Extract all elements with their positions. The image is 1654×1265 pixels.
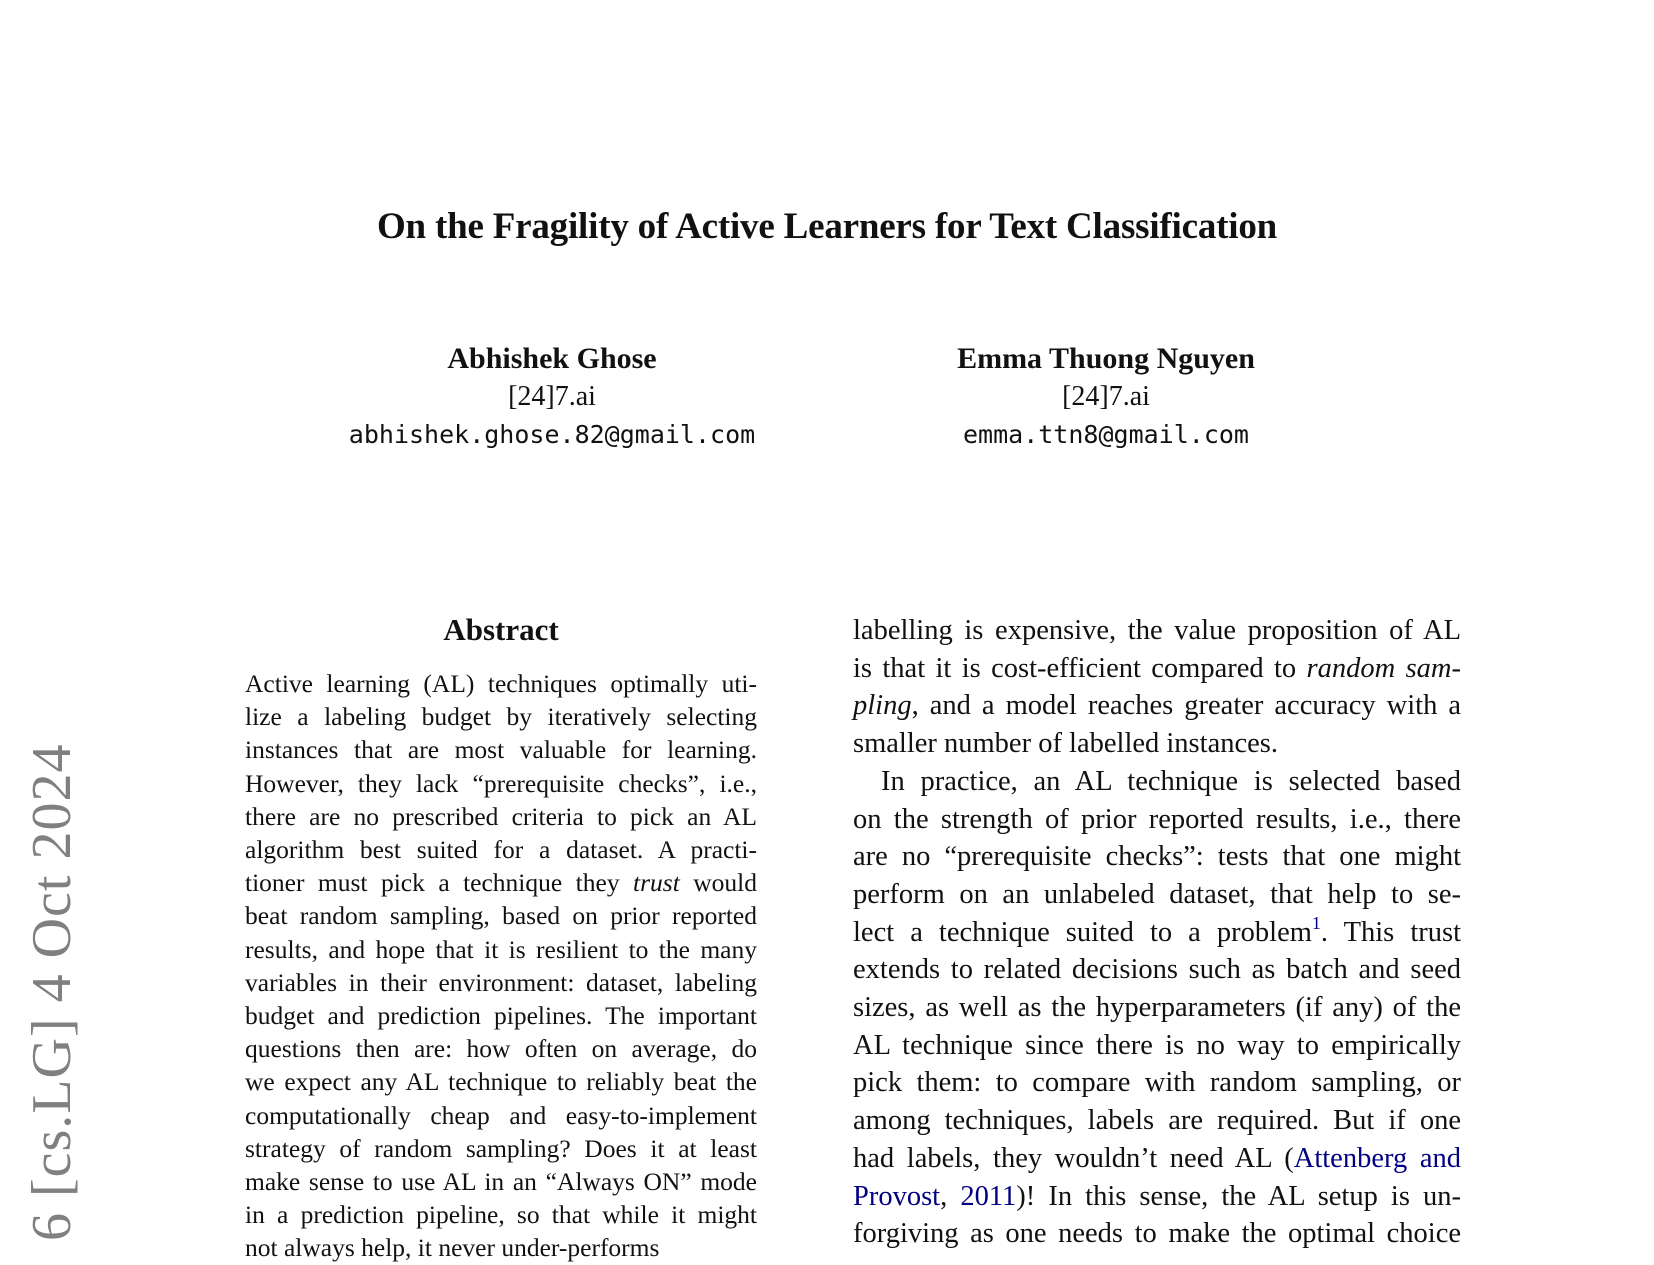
body-text: lect a technique suited to a problem: [853, 916, 1312, 948]
abstract-line: computationally cheap and easy-to-implement: [245, 1100, 757, 1130]
body-line: smaller number of labelled instances.: [853, 728, 1278, 760]
author-block-1: [252, 340, 852, 454]
citation-year-link[interactable]: 2011: [960, 1180, 1017, 1212]
abstract-heading: Abstract: [443, 612, 559, 647]
body-line: among techniques, labels are required. But if one: [853, 1105, 1461, 1137]
citation-separator: ,: [940, 1180, 961, 1212]
author-affiliation: [24]7.ai: [1062, 381, 1150, 412]
emphasis-random-sampling: pling: [853, 690, 912, 722]
body-line: sizes, as well as the hyperparameters (if any) of the: [853, 992, 1461, 1024]
body-line: AL technique since there is no way to empirically: [853, 1029, 1461, 1061]
abstract-line: results, and hope that it is resilient to the many: [245, 934, 757, 964]
abstract-line: Active learning (AL) techniques optimally uti-: [245, 669, 757, 698]
body-text: )! In this sense, the AL setup is un-: [1016, 1180, 1462, 1212]
abstract-text: would: [679, 868, 757, 898]
abstract-line: [245, 866, 757, 899]
abstract-line: beat random sampling, based on prior reported: [245, 901, 757, 931]
abstract-line: strategy of random sampling? Does it at least: [245, 1133, 757, 1163]
body-line: labelling is expensive, the value proposition of AL: [853, 615, 1461, 646]
body-text: , and a model reaches greater accuracy with a: [911, 690, 1461, 722]
body-line: pick them: to compare with random sampling, or: [853, 1067, 1461, 1099]
body-line: on the strength of prior reported results, i.e., there: [853, 803, 1461, 835]
abstract-line: variables in their environment: dataset, labeling: [245, 967, 757, 997]
abstract-line: in a prediction pipeline, so that while it might: [245, 1200, 757, 1230]
emphasis-trust: trust: [633, 868, 680, 898]
body-line: perform on an unlabeled dataset, that help to se-: [853, 878, 1461, 910]
abstract-line: budget and prediction pipelines. The important: [245, 1001, 757, 1031]
body-line: In practice, an AL technique is selected based: [881, 765, 1461, 797]
body-text: is that it is cost-efficient compared to: [853, 652, 1307, 684]
abstract-line: make sense to use AL in an “Always ON” mode: [245, 1167, 757, 1197]
abstract-text: tioner must pick a technique they: [245, 868, 634, 898]
body-line: are no “prerequisite checks”: tests that one might: [853, 841, 1461, 873]
body-line: [853, 1140, 1461, 1178]
body-line: [853, 650, 1461, 688]
body-line: [853, 914, 1461, 952]
abstract-line: not always help, it never under-performs: [245, 1233, 660, 1263]
author-affiliation: [24]7.ai: [508, 381, 596, 412]
author-name: Abhishek Ghose: [447, 342, 657, 375]
body-text: had labels, they wouldn’t need AL (: [853, 1142, 1294, 1174]
abstract-line: instances that are most valuable for learning.: [245, 735, 757, 765]
abstract-line: we expect any AL technique to reliably beat the: [245, 1067, 757, 1097]
citation-link[interactable]: Attenberg and: [1293, 1142, 1461, 1174]
body-line: extends to related decisions such as batch and seed: [853, 954, 1461, 986]
abstract-line: there are no prescribed criteria to pick an AL: [245, 801, 757, 831]
body-line: forgiving as one needs to make the optimal choice: [853, 1218, 1461, 1250]
introduction-body: [853, 612, 1461, 1253]
author-email[interactable]: emma.ttn8@gmail.com: [963, 420, 1249, 449]
abstract-body: [245, 667, 757, 1265]
author-name: Emma Thuong Nguyen: [957, 342, 1255, 375]
author-email[interactable]: abhishek.ghose.82@gmail.com: [348, 420, 756, 449]
author-block-2: [806, 340, 1406, 454]
emphasis-random-sampling: random sam-: [1306, 652, 1462, 684]
footnote-link[interactable]: 1: [1311, 912, 1321, 933]
paper-title: On the Fragility of Active Learners for Text Classification: [376, 206, 1278, 247]
abstract-line: questions then are: how often on average, do: [245, 1034, 757, 1064]
citation-link[interactable]: Provost: [853, 1180, 941, 1212]
body-line: [853, 687, 1461, 725]
body-line: [853, 1178, 1461, 1216]
abstract-line: algorithm best suited for a dataset. A practi-: [245, 835, 757, 865]
arxiv-identifier-stamp: 6 [cs.LG] 4 Oct 2024: [21, 743, 83, 1241]
abstract-line: However, they lack “prerequisite checks”, i.e.,: [245, 768, 757, 798]
body-text: . This trust: [1320, 916, 1461, 948]
abstract-line: lize a labeling budget by iteratively selecting: [245, 702, 757, 732]
